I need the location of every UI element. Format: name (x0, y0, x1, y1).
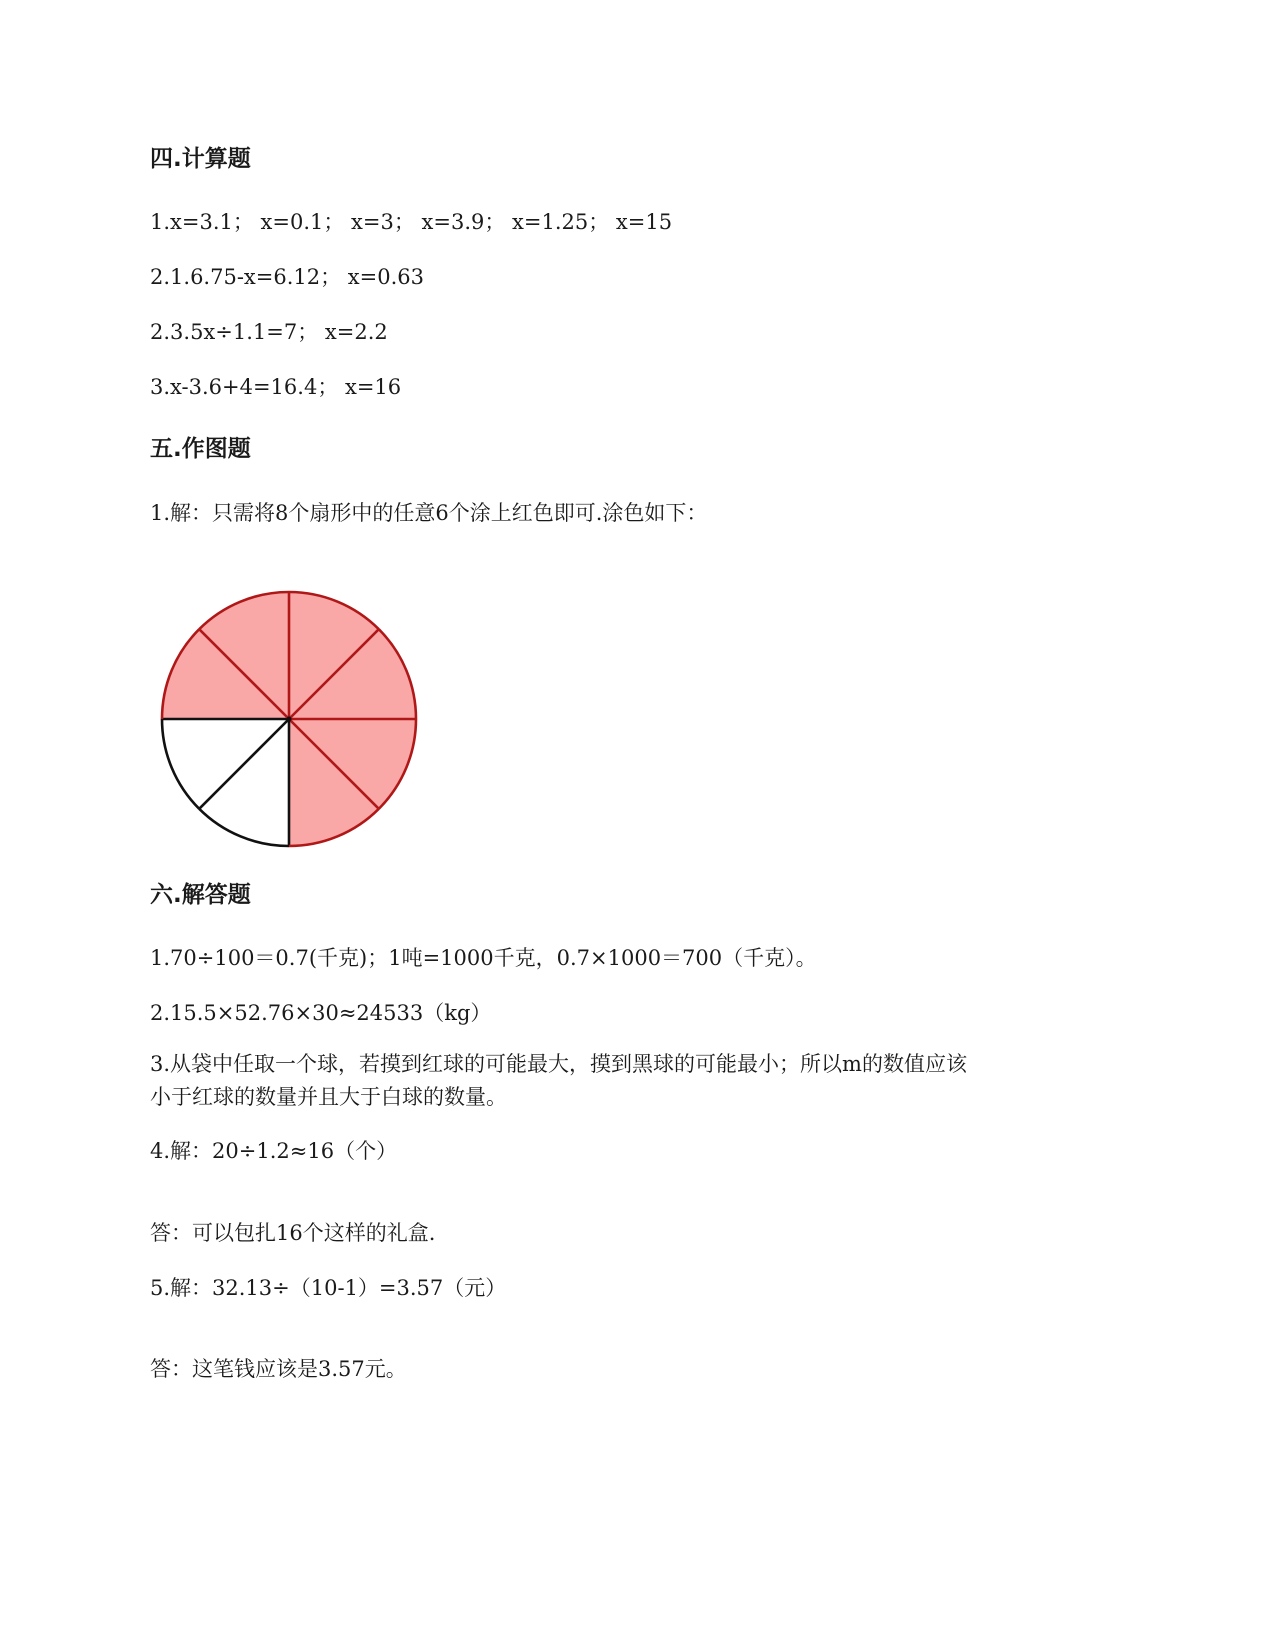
answer-paragraph-3 (150, 1048, 1120, 1114)
answer-line-5: 5.解：32.13÷（10-1）=3.57（元） (150, 1276, 507, 1300)
section-heading-drawing: 五.作图题 (150, 436, 251, 462)
section-heading-answers: 六.解答题 (150, 882, 251, 908)
answer-line-3b: 小于红球的数量并且大于白球的数量。 (150, 1085, 507, 1109)
calc-answer-line-1: 1.x=3.1； x=0.1； x=3； x=3.9； x=1.25； x=15 (150, 210, 673, 234)
answer-line-4: 4.解：20÷1.2≈16（个） (150, 1139, 398, 1163)
calc-answer-line-2: 2.1.6.75-x=6.12； x=0.63 (150, 265, 424, 289)
section-heading-calculation: 四.计算题 (150, 146, 251, 172)
answer-line-1: 1.70÷100＝0.7(千克)；1吨=1000千克，0.7×1000＝700（千克）。 (150, 946, 817, 970)
answer-line-3a: 3.从袋中任取一个球，若摸到红球的可能最大，摸到黑球的可能最小；所以m的数值应该 (150, 1052, 967, 1076)
shaded-circle-figure (150, 580, 428, 858)
answer-line-4-conclusion: 答：可以包扎16个这样的礼盒. (150, 1221, 436, 1245)
answer-line-2: 2.15.5×52.76×30≈24533（kg） (150, 1001, 492, 1025)
calc-answer-line-4: 3.x-3.6+4=16.4； x=16 (150, 375, 402, 399)
circle-center-dot (287, 717, 292, 722)
drawing-answer-line-1: 1.解：只需将8个扇形中的任意6个涂上红色即可.涂色如下： (150, 501, 708, 525)
answer-line-5-conclusion: 答：这笔钱应该是3.57元。 (150, 1357, 407, 1381)
calc-answer-line-3: 2.3.5x÷1.1=7； x=2.2 (150, 320, 388, 344)
